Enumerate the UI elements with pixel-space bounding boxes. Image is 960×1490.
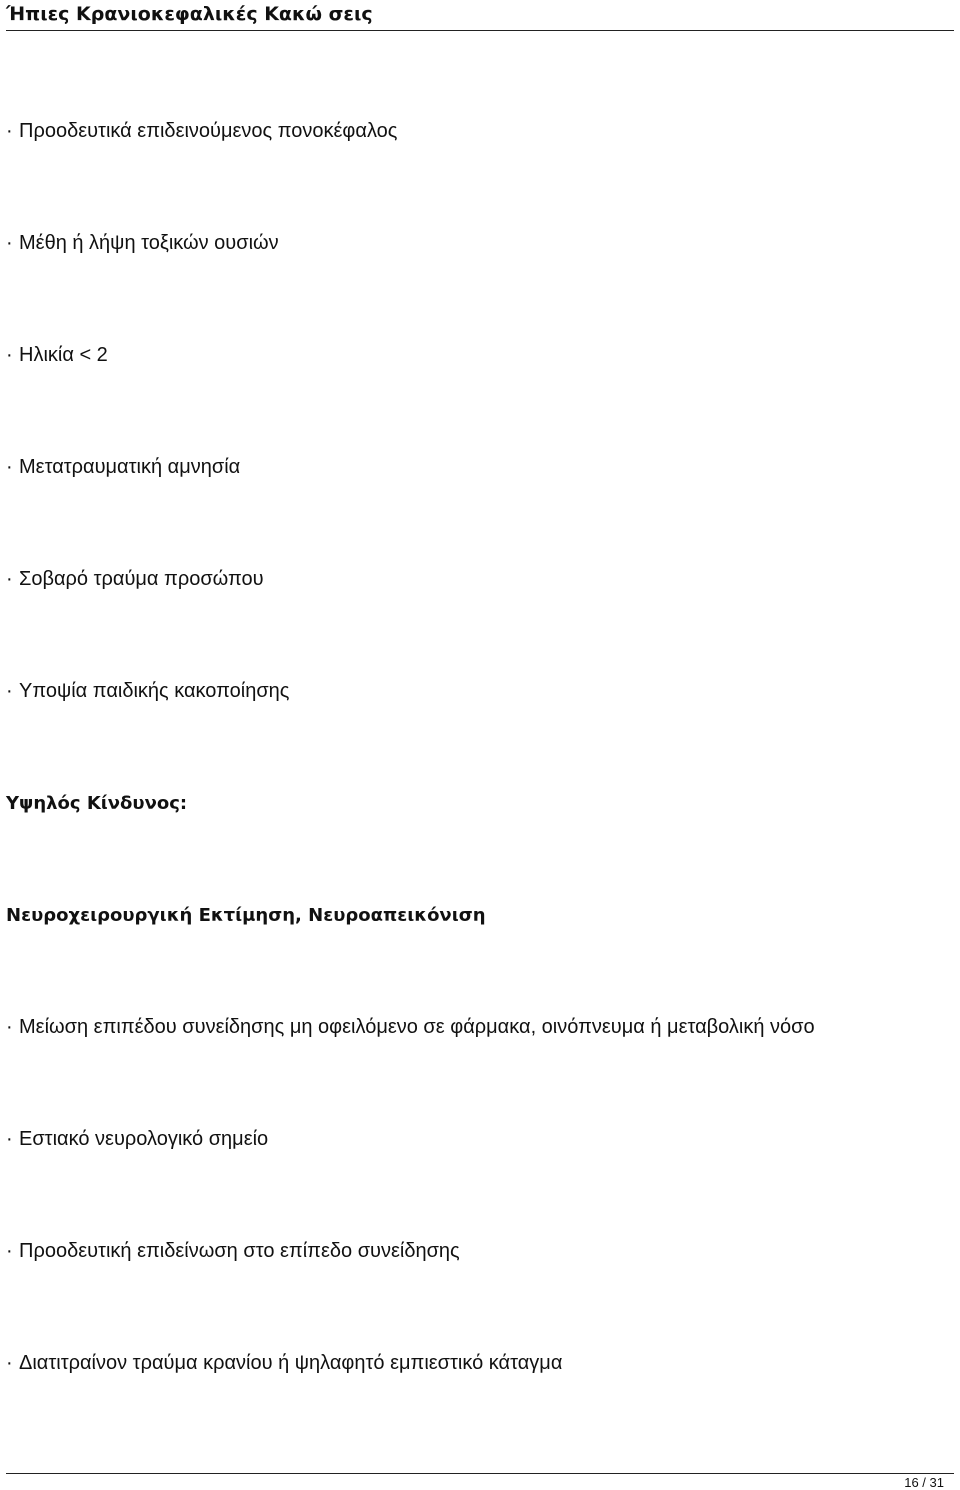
page-header: [6, 0, 954, 31]
document-title: Ήπιες Κρανιοκεφαλικές Κακώ σεις: [6, 3, 373, 25]
list-item: [6, 566, 264, 592]
bullet-marker: ·: [6, 680, 13, 702]
bullet-marker: ·: [6, 232, 13, 254]
bullet-marker: ·: [6, 344, 13, 366]
bullet-marker: ·: [6, 568, 13, 590]
list-item-text: Προοδευτικά επιδεινούμενος πονοκέφαλος: [19, 120, 398, 142]
list-item: [6, 454, 240, 480]
page-number: 16 / 31: [904, 1475, 944, 1490]
bullet-marker: ·: [6, 1240, 13, 1262]
action-heading: Νευροχειρουργική Εκτίμηση, Νευροαπεικόνιση: [6, 905, 486, 926]
list-item: [6, 1238, 460, 1264]
footer-divider: [6, 1473, 954, 1474]
bullet-marker: ·: [6, 1016, 13, 1038]
bullet-marker: ·: [6, 1352, 13, 1374]
list-item-text: Υποψία παιδικής κακοποίησης: [19, 680, 290, 702]
list-item: [6, 342, 108, 368]
bullet-marker: ·: [6, 1128, 13, 1150]
bullet-marker: ·: [6, 456, 13, 478]
list-item: [6, 118, 397, 144]
list-item: [6, 1014, 815, 1040]
list-item-text: Σοβαρό τραύμα προσώπου: [19, 568, 264, 590]
list-item: [6, 1126, 268, 1152]
list-item-text: Μέθη ή λήψη τοξικών ουσιών: [19, 232, 279, 254]
list-item: [6, 678, 289, 704]
list-item-text: Διατιτραίνον τραύμα κρανίου ή ψηλαφητό εμπιεστικό κάταγμα: [19, 1352, 563, 1374]
list-item-text: Εστιακό νευρολογικό σημείο: [19, 1128, 269, 1150]
list-item-text: Μείωση επιπέδου συνείδησης μη οφειλόμενο σε φάρμακα, οινόπνευμα ή μεταβολική νόσο: [19, 1016, 815, 1038]
list-item-text: Ηλικία < 2: [19, 344, 108, 366]
list-item: [6, 230, 279, 256]
list-item-text: Μετατραυματική αμνησία: [19, 456, 241, 478]
risk-heading: Υψηλός Κίνδυνος:: [6, 793, 188, 814]
list-item: [6, 1350, 562, 1376]
list-item-text: Προοδευτική επιδείνωση στο επίπεδο συνείδησης: [19, 1240, 460, 1262]
bullet-marker: ·: [6, 120, 13, 142]
